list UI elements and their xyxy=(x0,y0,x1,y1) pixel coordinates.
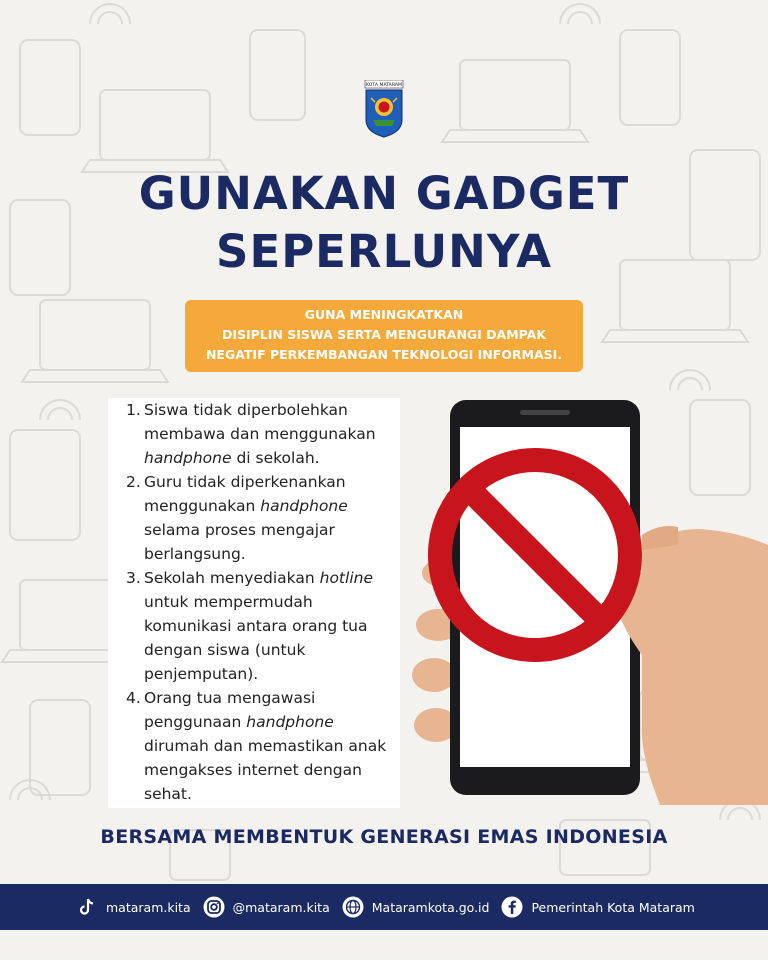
rule-text: Orang tua mengawasi penggunaan xyxy=(144,689,316,731)
subtitle-banner xyxy=(185,300,583,372)
rule-number: 4. xyxy=(126,689,141,707)
rule-text: Sekolah menyediakan xyxy=(144,569,315,587)
rule-item xyxy=(126,566,392,686)
globe-icon xyxy=(342,896,364,918)
rule-text-end: di sekolah. xyxy=(236,449,320,467)
rule-item xyxy=(126,686,392,806)
facebook-page: Pemerintah Kota Mataram xyxy=(531,899,695,915)
rule-number: 2. xyxy=(126,473,141,491)
rule-emphasis: handphone xyxy=(144,449,232,467)
facebook-icon xyxy=(501,896,523,918)
headline xyxy=(0,165,768,281)
instagram-link[interactable] xyxy=(203,896,330,918)
rule-number: 1. xyxy=(126,401,141,419)
rules-panel xyxy=(108,398,400,808)
emblem-caption: KOTA MATARAM xyxy=(366,83,402,88)
instagram-icon xyxy=(203,896,225,918)
social-footer xyxy=(0,884,768,930)
rule-number: 3. xyxy=(126,569,141,587)
headline-line-1: GUNAKAN GADGET xyxy=(138,167,630,220)
rule-text-end: dirumah dan memastikan anak mengakses internet dengan sehat. xyxy=(144,737,387,803)
website-link[interactable] xyxy=(342,896,490,918)
instagram-handle: @mataram.kita xyxy=(232,899,330,915)
rule-text-end: selama proses mengajar berlangsung. xyxy=(144,521,335,563)
tiktok-handle: mataram.kita xyxy=(106,899,191,915)
tiktok-link[interactable] xyxy=(76,896,191,918)
rule-text-end: untuk mempermudah komunikasi antara orang tua dengan siswa (untuk penjemputan). xyxy=(144,593,368,683)
headline-line-2: SEPERLUNYA xyxy=(216,225,552,278)
subtitle-line-2: DISIPLIN SISWA SERTA MENGURANGI DAMPAK xyxy=(221,327,547,342)
hand-phone-illustration xyxy=(410,395,768,805)
website-url: Mataramkota.go.id xyxy=(371,899,490,915)
subtitle-line-1: GUNA MENINGKATKAN xyxy=(304,307,464,322)
rule-item xyxy=(126,470,392,566)
rule-text: Guru tidak diperkenankan menggunakan xyxy=(144,473,346,515)
rule-emphasis: handphone xyxy=(260,497,348,515)
tiktok-icon xyxy=(76,896,98,918)
rules-list xyxy=(108,398,400,806)
subtitle-line-3: NEGATIF PERKEMBANGAN TEKNOLOGI INFORMASI. xyxy=(205,347,563,362)
rule-text: Siswa tidak diperbolehkan membawa dan menggunakan xyxy=(144,401,376,443)
rule-item xyxy=(126,398,392,470)
kota-mataram-emblem xyxy=(362,80,406,138)
rule-emphasis: hotline xyxy=(319,569,373,587)
rule-emphasis: handphone xyxy=(246,713,334,731)
tagline: BERSAMA MEMBENTUK GENERASI EMAS INDONESIA xyxy=(100,826,668,848)
hand-shape xyxy=(642,529,768,805)
facebook-link[interactable] xyxy=(501,896,694,918)
